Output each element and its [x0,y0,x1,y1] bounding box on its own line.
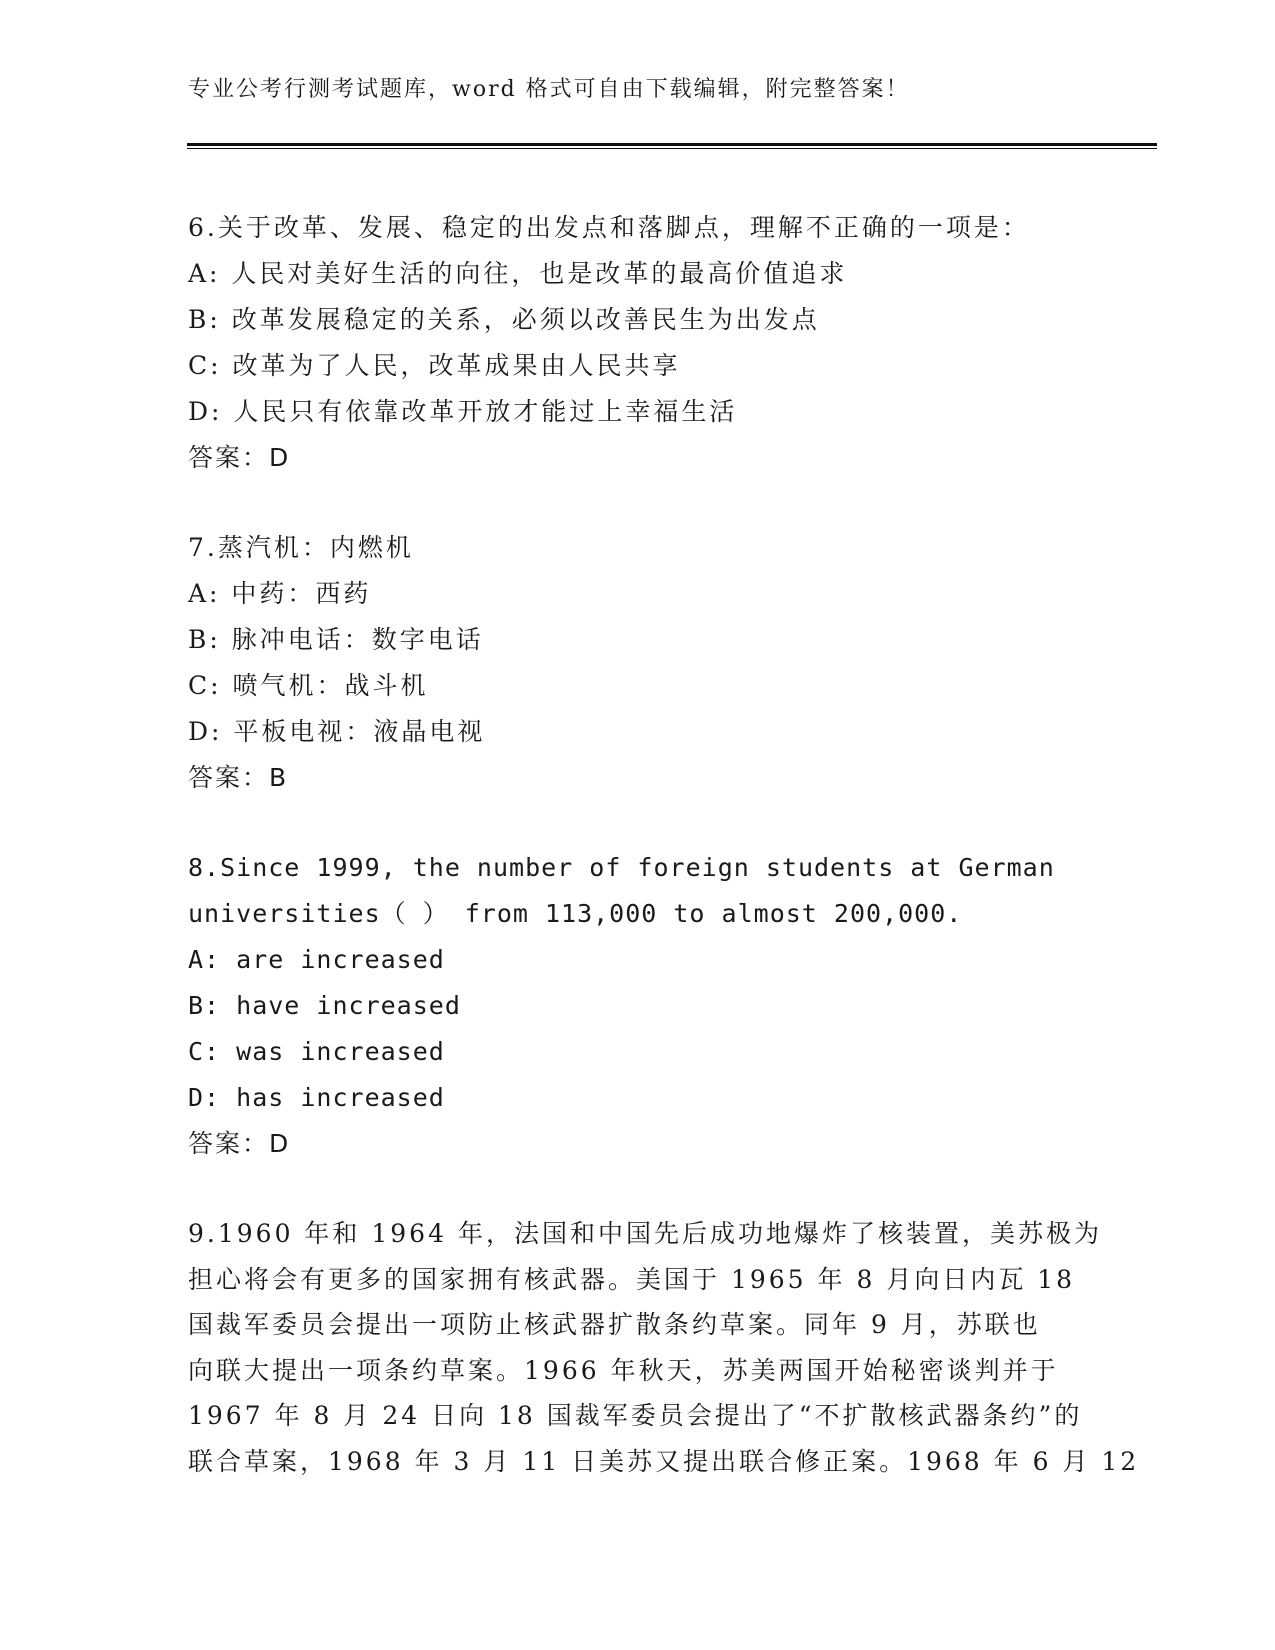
option-b: B: 脉冲电话：数字电话 [188,625,484,654]
option-b: B: 改革发展稳定的关系，必须以改善民生为出发点 [188,305,820,334]
answer-label: 答案：D [188,1129,291,1158]
question-9 [188,1211,1140,1484]
option-d: D: has increased [188,1083,445,1112]
spacer [188,481,1088,525]
question-stem-line-5: 1967 年 8 月 24 日向 18 国裁军委员会提出了“不扩散核武器条约”的 [188,1401,1083,1430]
question-6 [188,205,1088,481]
question-stem-line-2: universities（ ） from 113,000 to almost 200,000. [188,899,963,928]
question-stem-line-2: 担心将会有更多的国家拥有核武器。美国于 1965 年 8 月向日内瓦 18 [188,1264,1076,1294]
header-rule-thick [187,143,1157,146]
answer-label: 答案：B [188,763,289,792]
option-d: D: 平板电视：液晶电视 [188,717,486,746]
header-rule-thin [187,148,1157,149]
spacer [188,1167,1088,1211]
question-stem-line-6: 联合草案，1968 年 3 月 11 日美苏又提出联合修正案。1968 年 6 月 12 [188,1446,1140,1476]
answer-label: 答案：D [188,443,291,472]
question-stem-line-1: 8.Since 1999, the number of foreign students at German [188,853,1055,882]
option-b: B: have increased [188,991,461,1020]
question-stem: 6.关于改革、发展、稳定的出发点和落脚点，理解不正确的一项是： [188,213,1030,242]
option-a: A: are increased [188,945,445,974]
spacer [188,801,1088,845]
question-stem-line-4: 向联大提出一项条约草案。1966 年秋天，苏美两国开始秘密谈判并于 [188,1355,1059,1385]
question-list [188,205,1140,1484]
option-a: A: 中药：西药 [188,579,372,608]
question-stem: 7.蒸汽机：内燃机 [188,533,414,562]
option-c: C: 改革为了人民，改革成果由人民共享 [188,351,681,380]
question-8 [188,845,1088,1167]
page-header: 专业公考行测考试题库，word 格式可自由下载编辑，附完整答案！ [188,77,910,102]
option-c: C: 喷气机：战斗机 [188,671,429,700]
question-7 [188,525,1088,801]
option-c: C: was increased [188,1037,445,1066]
question-stem-line-3: 国裁军委员会提出一项防止核武器扩散条约草案。同年 9 月，苏联也 [188,1310,1041,1339]
question-stem-line-1: 9.1960 年和 1964 年，法国和中国先后成功地爆炸了核装置，美苏极为 [188,1219,1102,1248]
option-d: D: 人民只有依靠改革开放才能过上幸福生活 [188,397,738,426]
option-a: A: 人民对美好生活的向往，也是改革的最高价值追求 [188,259,848,288]
